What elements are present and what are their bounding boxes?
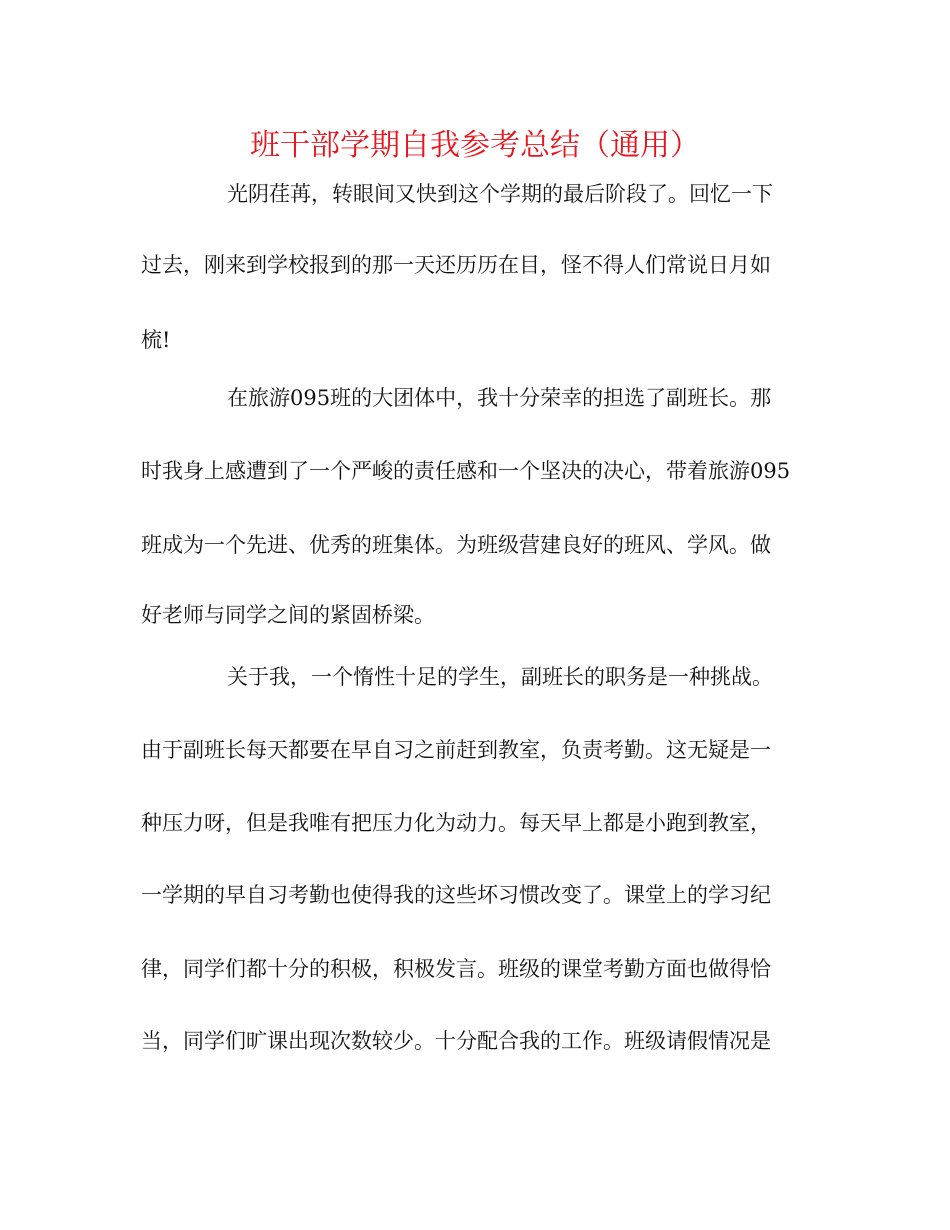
paragraph-3-line-2: 由于副班长每天都要在早自习之前赶到教室，负责考勤。这无疑是一 (141, 738, 771, 762)
paragraph-2-line-3: 班成为一个先进、优秀的班集体。为班级营建良好的班风、学风。做 (141, 533, 771, 557)
paragraph-3-line-5: 律，同学们都十分的积极，积极发言。班级的课堂考勤方面也做得恰 (141, 957, 771, 981)
paragraph-1-line-3: 梳! (141, 328, 171, 352)
document-title: 班干部学期自我参考总结（通用） (250, 128, 700, 163)
paragraph-2-line-4: 好老师与同学之间的紧固桥梁。 (141, 603, 435, 627)
paragraph-3-line-4: 一学期的早自习考勤也使得我的这些坏习惯改变了。课堂上的学习纪 (141, 883, 771, 907)
paragraph-3-line-3: 种压力呀，但是我唯有把压力化为动力。每天早上都是小跑到教室， (141, 811, 771, 835)
paragraph-2-line-2: 时我身上感遭到了一个严峻的责任感和一个坚决的决心，带着旅游095 (141, 459, 791, 483)
paragraph-2-line-1: 在旅游095班的大团体中，我十分荣幸的担选了副班长。那 (227, 386, 772, 410)
paragraph-1-line-1: 光阴荏苒，转眼间又快到这个学期的最后阶段了。回忆一下 (227, 182, 773, 206)
paragraph-3-line-6: 当，同学们旷课出现次数较少。十分配合我的工作。班级请假情况是 (141, 1029, 771, 1053)
paragraph-1-line-2: 过去，刚来到学校报到的那一天还历历在目，怪不得人们常说日月如 (141, 253, 771, 277)
paragraph-3-line-1: 关于我，一个惰性十足的学生，副班长的职务是一种挑战。 (227, 665, 773, 689)
